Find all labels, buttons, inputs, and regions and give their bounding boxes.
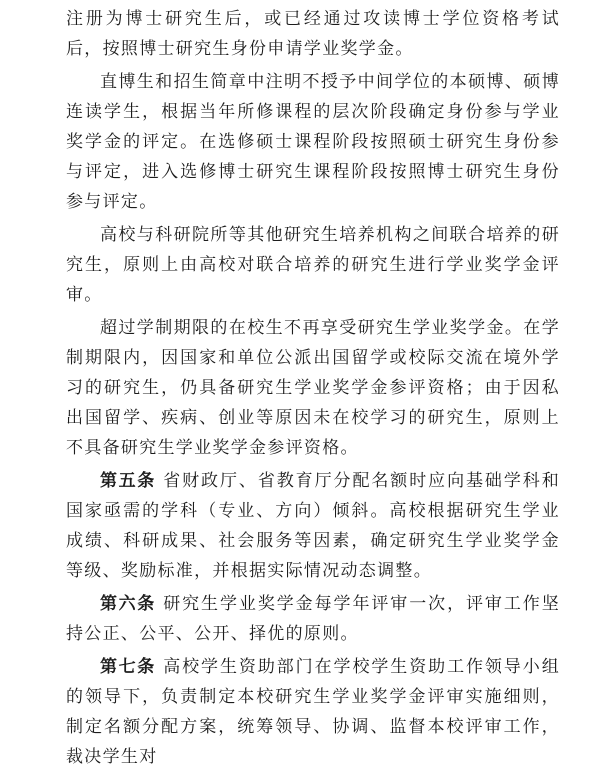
article-7-label: 第七条 <box>100 657 156 677</box>
paragraph-text: 超过学制期限的在校生不再享受研究生学业奖学金。在学制期限内，因国家和单位公派出国留学或校际交流在境外学习的研究生，仍具备研究生学业奖学金参评资格；由于因私出国留学、疾病、创业等原因未在校学习的研究生，原则上不具备研究生学业奖学金参评资格。 <box>66 318 560 458</box>
paragraph-joint-training <box>66 220 560 310</box>
article-7-text: 高校学生资助部门在学校学生资助工作领导小组的领导下，负责制定本校研究生学业奖学金评审实施细则，制定名额分配方案，统筹领导、协调、监督本校评审工作，裁决学生对 <box>66 657 560 767</box>
paragraph-text: 直博生和招生简章中注明不授予中间学位的本硕博、硕博连读学生，根据当年所修课程的层次阶段确定身份参与学业奖学金的评定。在选修硕士课程阶段按照硕士研究生身份参与评定，进入选修博士研究生课程阶段按照博士研究生身份参与评定。 <box>66 72 560 212</box>
paragraph-text: 高校与科研院所等其他研究生培养机构之间联合培养的研究生，原则上由高校对联合培养的研究生进行学业奖学金评审。 <box>66 225 560 305</box>
article-6-text: 研究生学业奖学金每学年评审一次，评审工作坚持公正、公平、公开、择优的原则。 <box>66 594 560 644</box>
paragraph-direct-phd <box>66 67 560 217</box>
article-6 <box>66 589 560 649</box>
article-5 <box>66 466 560 586</box>
article-5-text: 省财政厅、省教育厅分配名额时应向基础学科和国家亟需的学科（专业、方向）倾斜。高校根据研究生学业成绩、科研成果、社会服务等因素，确定研究生学业奖学金等级、奖励标准，并根据实际情况动态调整。 <box>66 471 560 581</box>
article-6-label: 第六条 <box>100 594 156 614</box>
article-7 <box>66 652 560 772</box>
paragraph-text: 注册为博士研究生后，或已经通过攻读博士学位资格考试后，按照博士研究生身份申请学业奖学金。 <box>66 9 560 59</box>
paragraph-doctoral-status <box>66 4 560 64</box>
article-5-label: 第五条 <box>100 471 156 491</box>
paragraph-study-period <box>66 313 560 463</box>
